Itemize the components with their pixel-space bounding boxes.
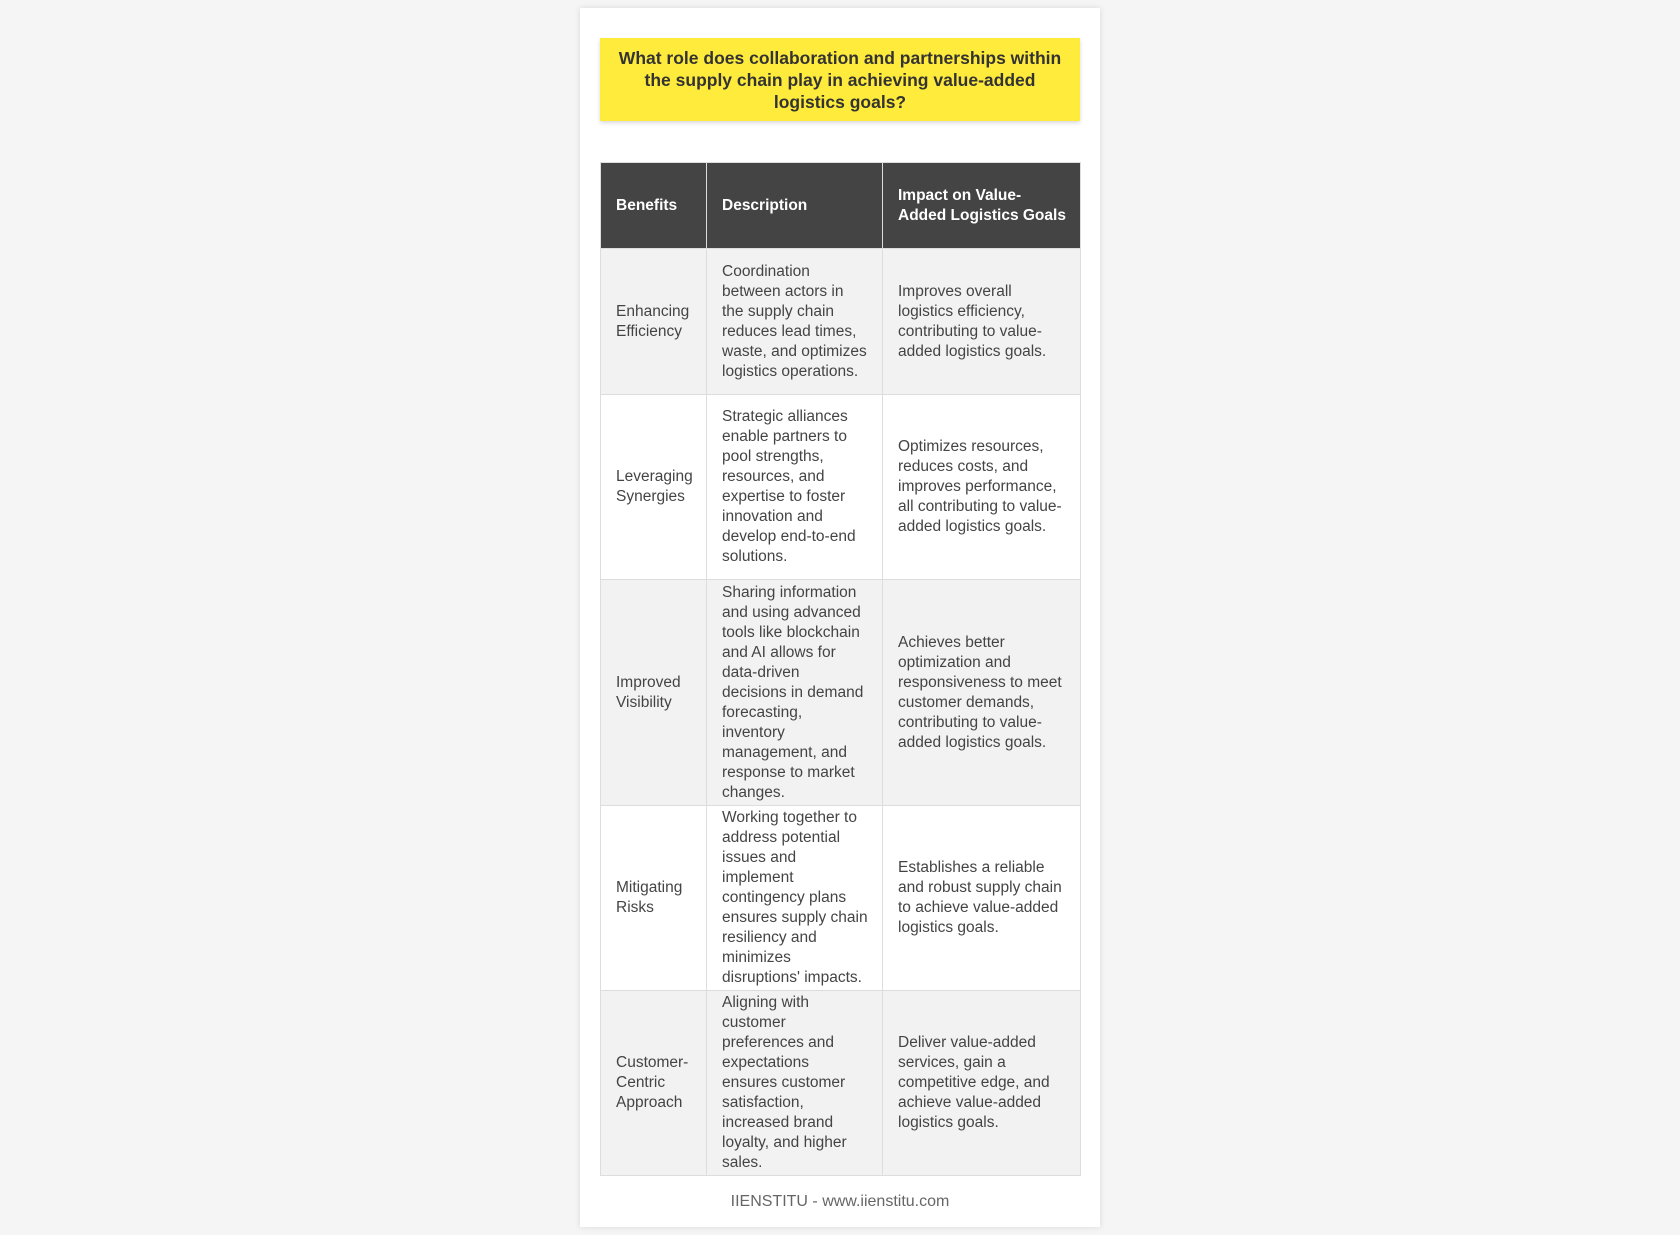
table-row (601, 249, 1081, 395)
table-row (601, 806, 1081, 991)
benefit-cell: Enhancing Efficiency (601, 249, 707, 395)
table-row (601, 580, 1081, 806)
title-banner (600, 38, 1080, 121)
description-cell: Strategic alliances enable partners to pool strengths, resources, and expertise to foster innovation and develop end-to-end solutions. (707, 395, 883, 580)
benefit-cell: Leveraging Synergies (601, 395, 707, 580)
description-cell: Working together to address potential issues and implement contingency plans ensures supply chain resiliency and minimizes disruptions' impacts. (707, 806, 883, 991)
impact-cell: Achieves better optimization and responsiveness to meet customer demands, contributing to value-added logistics goals. (883, 580, 1081, 806)
description-cell: Coordination between actors in the supply chain reduces lead times, waste, and optimizes logistics operations. (707, 249, 883, 395)
header-benefits: Benefits (601, 163, 707, 249)
benefit-cell: Improved Visibility (601, 580, 707, 806)
impact-cell: Establishes a reliable and robust supply chain to achieve value-added logistics goals. (883, 806, 1081, 991)
header-impact: Impact on Value-Added Logistics Goals (883, 163, 1081, 249)
impact-cell: Improves overall logistics efficiency, contributing to value-added logistics goals. (883, 249, 1081, 395)
content-card (580, 8, 1100, 1227)
description-cell: Aligning with customer preferences and expectations ensures customer satisfaction, increased brand loyalty, and higher sales. (707, 991, 883, 1176)
table-row (601, 395, 1081, 580)
footer-credit: IIENSTITU - www.iienstitu.com (730, 1193, 950, 1210)
table-row (601, 991, 1081, 1176)
impact-cell: Optimizes resources, reduces costs, and improves performance, all contributing to value-added logistics goals. (883, 395, 1081, 580)
benefits-table (600, 162, 1081, 1176)
header-description: Description (707, 163, 883, 249)
page-title: What role does collaboration and partnerships within the supply chain play in achieving value-added logistics goals? (618, 47, 1062, 112)
benefit-cell: Customer-Centric Approach (601, 991, 707, 1176)
table-header-row (601, 163, 1081, 249)
description-cell: Sharing information and using advanced tools like blockchain and AI allows for data-driven decisions in demand forecasting, inventory management, and response to market changes. (707, 580, 883, 806)
benefit-cell: Mitigating Risks (601, 806, 707, 991)
impact-cell: Deliver value-added services, gain a competitive edge, and achieve value-added logistics goals. (883, 991, 1081, 1176)
